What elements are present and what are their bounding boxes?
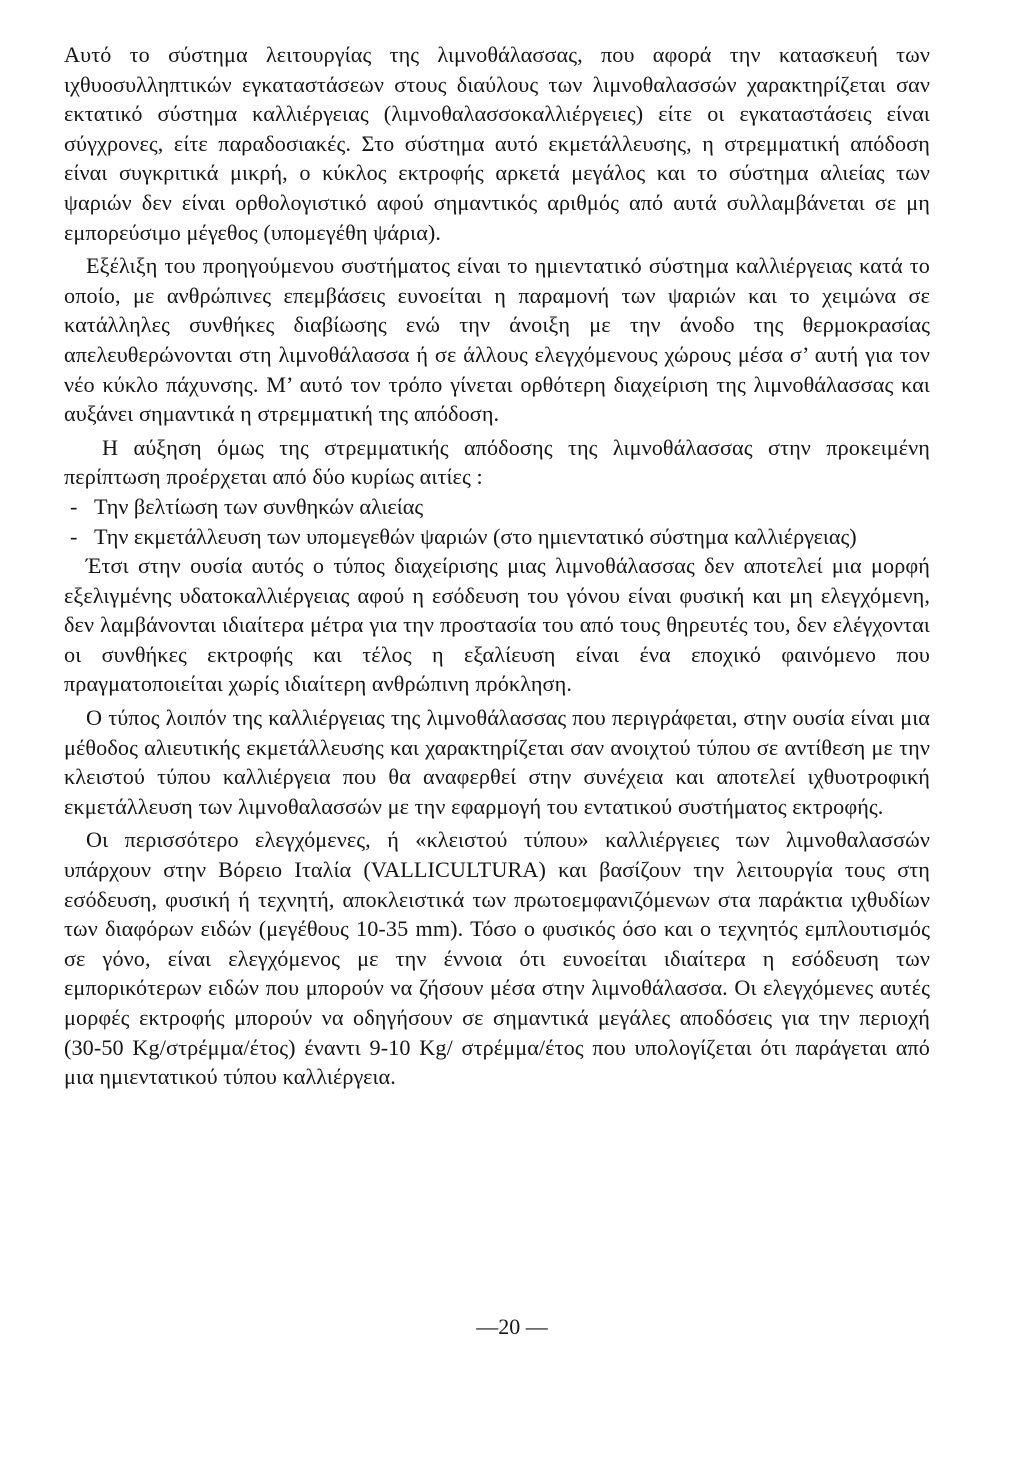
document-page <box>64 40 930 1092</box>
paragraph-closed-type: Οι περισσότερο ελεγχόμενες, ή «κλειστού τύπου» καλλιέργειες των λιμνοθαλασσών υπάρχουν στην Βόρειο Ιταλία (VALLICULTURA) και βασίζουν την λειτουργία τους στη εσόδευση, φυσική ή τεχνητή, αποκλειστικά των πρωτοεμφανιζόμενων στα παράκτια ιχθυδίων των διαφόρων ειδών (μεγέθους 10-35 mm). Τόσο ο φυσικός όσο και ο τεχνητός εμπλουτισμός σε γόνο, είναι ελεγχόμενος με την έννοια ότι ευνοείται ιδιαίτερα η εσόδευση των εμπορικότερων ειδών που μπορούν να ζήσουν μέσα στην λιμνοθάλασσα. Οι ελεγχόμενες αυτές μορφές εκτροφής μπορούν να οδηγήσουν σε σημαντικά μεγάλες αποδόσεις για την περιοχή (30-50 Kg/στρέμμα/έτος) έναντι 9-10 Kg/ στρέμμα/έτος που υπολογίζεται ότι παράγεται από μια ημιεντατικού τύπου καλλιέργεια. <box>64 827 930 1090</box>
paragraph-yield-causes: Η αύξηση όμως της στρεμματικής απόδοσης της λιμνοθάλασσας στην προκειμένη περίπτωση προέρχεται από δύο κυρίως αιτίες : <box>64 434 930 490</box>
paragraph-management-type: Έτσι στην ουσία αυτός ο τύπος διαχείρισης μιας λιμνοθάλασσας δεν αποτελεί μια μορφή εξελιγμένης υδατοκαλλιέργειας αφού η εσόδευση του γόνου είναι φυσική και μη ελεγχόμενη, δεν λαμβάνονται ιδιαίτερα μέτρα για την προστασία του από τους θηρευτές του, δεν ελέγχονται οι συνθήκες εκτροφής και τέλος η εξαλίευση είναι ένα εποχικό φαινόμενο που πραγματοποιείται χωρίς ιδιαίτερη ανθρώπινη πρόκληση. <box>64 553 930 697</box>
paragraph-extensive-system: Αυτό το σύστημα λειτουργίας της λιμνοθάλασσας, που αφορά την κατασκευή των ιχθυοσυλληπτικών εγκαταστάσεων στους διαύλους των λιμνοθαλασσών χαρακτηρίζεται σαν εκτατικό σύστημα καλλιέργειας (λιμνοθαλασσοκαλλιέργειες) είτε οι εγκαταστάσεις είναι σύγχρονες, είτε παραδοσιακές. Στο σύστημα αυτό εκμετάλλευσης, η στρεμματική απόδοση είναι συγκριτικά μικρή, ο κύκλος εκτροφής αρκετά μεγάλος και το σύστημα αλιείας των ψαριών δεν είναι ορθολογιστικό αφού σημαντικός αριθμός από αυτά συλλαμβάνεται σε μη εμπορεύσιμο μέγεθος (υπομεγέθη ψάρια). <box>64 42 930 245</box>
bullet-marker: - <box>70 523 78 549</box>
list-item-text: Την βελτίωση των συνθηκών αλιείας <box>94 493 424 519</box>
causes-list <box>64 492 930 551</box>
list-item <box>64 522 930 552</box>
list-item-text: Την εκμετάλλευση των υπομεγεθών ψαριών (στο ημιεντατικό σύστημα καλλιέργειας) <box>94 523 857 549</box>
list-item <box>64 492 930 522</box>
paragraph-open-type: Ο τύπος λοιπόν της καλλιέργειας της λιμνοθάλασσας που περιγράφεται, στην ουσία είναι μια μέθοδος αλιευτικής εκμετάλλευσης και χαρακτηρίζεται σαν ανοιχτού τύπου σε αντίθεση με την κλειστού τύπου καλλιέργεια που θα αναφερθεί στην συνέχεια και αποτελεί ιχθυοτροφική εκμετάλλευση των λιμνοθαλασσών με την εφαρμογή του εντατικού συστήματος εκτροφής. <box>64 705 930 819</box>
page-number: —20 — <box>476 1314 548 1339</box>
paragraph-semi-intensive-system: Εξέλιξη του προηγούμενου συστήματος είναι το ημιεντατικό σύστημα καλλιέργειας κατά το οποίο, με ανθρώπινες επεμβάσεις ευνοείται η παραμονή των ψαριών και το χειμώνα σε κατάλληλες συνθήκες διαβίωσης ενώ την άνοιξη με την άνοδο της θερμοκρασίας απελευθερώνονται στη λιμνοθάλασσα ή σε άλλους ελεγχόμενους χώρους μέσα σ’ αυτή για τον νέο κύκλο πάχυνσης. Μ’ αυτό τον τρόπο γίνεται ορθότερη διαχείριση της λιμνοθάλασσας και αυξάνει σημαντικά η στρεμματική της απόδοση. <box>64 253 930 427</box>
bullet-marker: - <box>70 493 78 519</box>
